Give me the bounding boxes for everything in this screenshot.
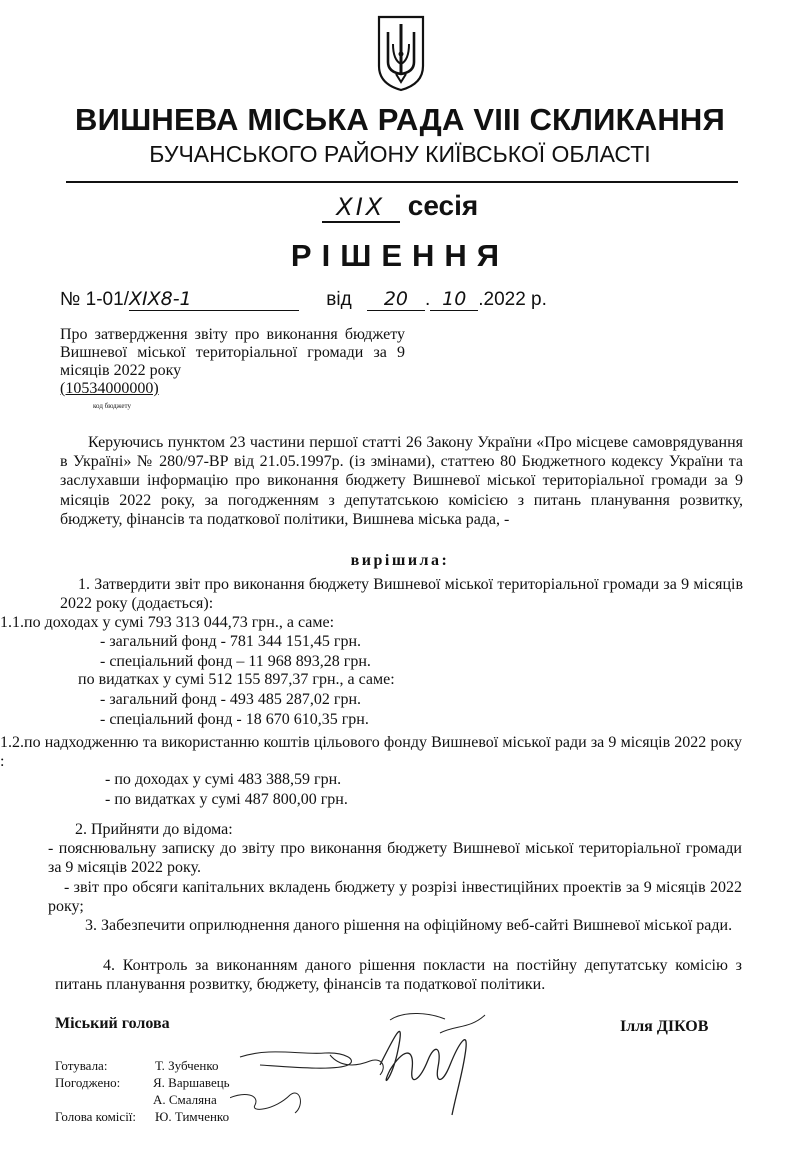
decision-number-line: № 1-01/XIX8-1 від 20 . 10 .2022 р. [60, 288, 547, 310]
resolved-heading: вирішила: [350, 552, 450, 569]
commission-name: Ю. Тимченко [155, 1109, 230, 1124]
decision-number: XIX8-1 [129, 288, 299, 311]
item-1-2-income: - по доходах у сумі 483 388,59 грн. [105, 771, 342, 788]
item-1: 1. Затвердити звіт про виконання бюджету Вишневої міської територіальної громади за 9 місяців 2022 року (додається): [60, 576, 743, 613]
session-word: сесія [407, 190, 479, 221]
item-4: 4. Контроль за виконанням даного рішення покласти на постійну депутатську комісію з питань планування розвитку, бюджету, фінансів та податкової політики. [55, 957, 742, 994]
date-day: 20 [367, 288, 425, 311]
prepared-name: Т. Зубченко [155, 1058, 219, 1073]
item-1-1-exp-special: - спеціальний фонд - 18 670 610,35 грн. [100, 711, 369, 728]
coat-of-arms-icon [376, 14, 426, 92]
agreed-label: Погоджено: [55, 1075, 121, 1090]
item-1-1: 1.1.по доходах у сумі 793 313 044,73 грн., а саме: [0, 614, 335, 631]
budget-code-caption: код бюджету [93, 402, 131, 410]
date-month: 10 [430, 288, 478, 311]
date-year: .2022 р. [478, 289, 547, 310]
commission-label: Голова комісії: [55, 1109, 137, 1124]
district-name: БУЧАНСЬКОГО РАЙОНУ КИЇВСЬКОЇ ОБЛАСТІ [149, 141, 651, 167]
session-line [0, 190, 800, 223]
session-number: XIX [322, 193, 400, 223]
item-1-2: 1.2.по надходженню та використанню коштів цільового фонду Вишневої міської ради за 9 місяців 2022 року : [0, 734, 742, 771]
document-type: РІШЕННЯ [290, 238, 510, 273]
item-2-a: - пояснювальну записку до звіту про виконання бюджету Вишневої міської територіальної громади за 9 місяців 2022 року. [48, 840, 742, 877]
subject-text: Про затвердження звіту про виконання бюджету Вишневої міської територіальної громади за 9 місяців 2022 року [60, 326, 405, 379]
item-2-b: - звіт про обсяги капітальних вкладень бюджету у розрізі інвестиційних проектів за 9 місяців 2022 року; [48, 879, 742, 916]
item-1-1-general: - загальний фонд - 781 344 151,45 грн. [100, 633, 362, 650]
item-1-1-special: - спеціальний фонд – 11 968 893,28 грн. [100, 653, 371, 670]
mayor-title: Міський голова [55, 1015, 170, 1032]
header-divider [66, 181, 738, 183]
item-3: 3. Забезпечити оприлюднення даного рішення на офіційному веб-сайті Вишневої міської ради. [85, 917, 733, 934]
item-1-1-exp-general: - загальний фонд - 493 485 287,02 грн. [100, 691, 362, 708]
item-1-2-expenses: - по видатках у сумі 487 800,00 грн. [105, 791, 348, 808]
decision-subject [60, 326, 405, 398]
agreed-name-1: Я. Варшавець [153, 1075, 230, 1090]
handwritten-signature [230, 995, 510, 1135]
agreed-name-2: А. Смаляна [153, 1092, 217, 1107]
council-name: ВИШНЕВА МІСЬКА РАДА VIII СКЛИКАННЯ [75, 102, 725, 137]
mayor-name: Ілля ДІКОВ [620, 1018, 709, 1035]
number-prefix: № 1-01/ [60, 289, 129, 310]
item-1-1-expenses: по видатках у сумі 512 155 897,37 грн., а саме: [78, 671, 395, 688]
date-from-label: від [326, 289, 352, 310]
budget-code: (10534000000) [60, 380, 159, 397]
item-2: 2. Прийняти до відома: [75, 821, 233, 838]
prepared-label: Готувала: [55, 1058, 108, 1073]
preamble: Керуючись пунктом 23 частини першої статті 26 Закону України «Про місцеве самоврядування в Україні» № 280/97-ВР від 21.05.1997р. (із змінами), статтею 80 Бюджетного кодексу України та заслухавши інформацію про виконання бюджету Вишневої міської територіальної громади за 9 місяців 2022 року, за погодженням з депутатською комісією з питань планування розвитку, бюджету, фінансів та податкової політики, Вишнева міська рада, - [60, 434, 743, 528]
